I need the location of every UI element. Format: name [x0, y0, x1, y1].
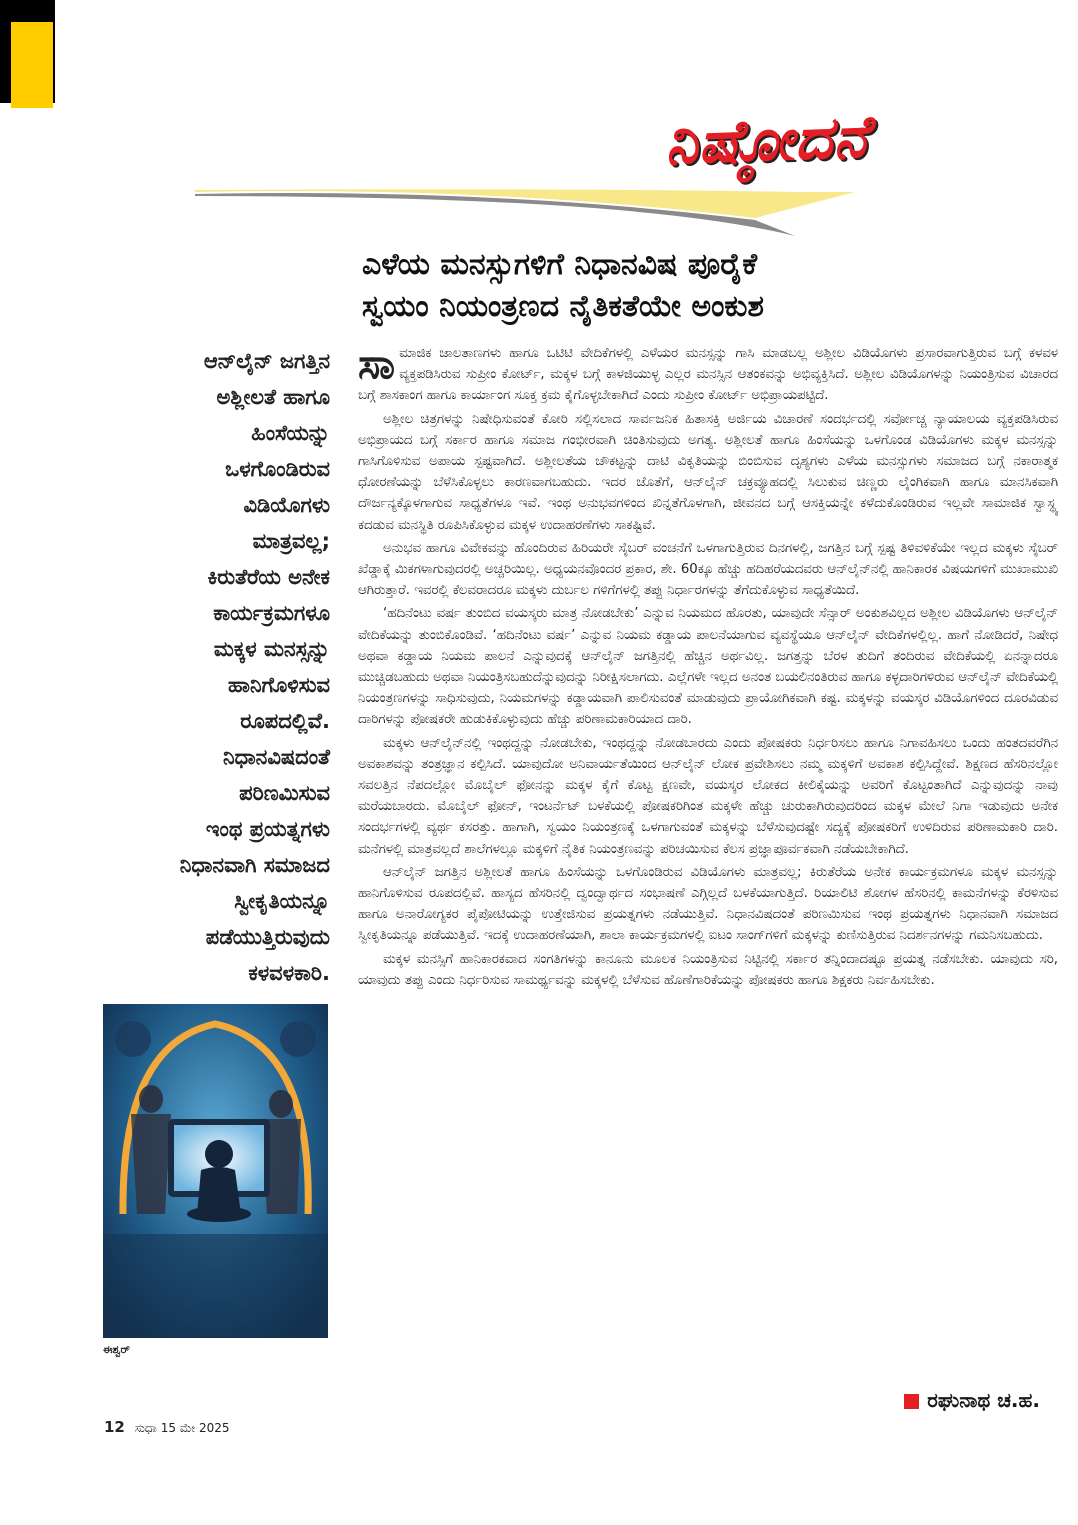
page-footer: [104, 1418, 230, 1436]
illustration-image: [103, 1004, 328, 1338]
pullquote-line: ವಿಡಿಯೊಗಳು: [243, 493, 330, 517]
drop-cap: ಸಾ: [358, 339, 396, 388]
pullquote: [140, 343, 330, 991]
pullquote-line: ಪಡೆಯುತ್ತಿರುವುದು: [205, 925, 330, 949]
article-paragraph: ಮಕ್ಕಳ ಮನಸ್ಸಿಗೆ ಹಾನಿಕಾರಕವಾದ ಸಂಗತಿಗಳನ್ನು ಕಾನೂನು ಮೂಲಕ ನಿಯಂತ್ರಿಸುವ ನಿಟ್ಟಿನಲ್ಲಿ ಸರ್ಕಾರ ತನ್ನಿಂದಾದಷ್ಟೂ ಪ್ರಯತ್ನ ನಡೆಸಬೇಕು. ಯಾವುದು ಸರಿ, ಯಾವುದು ತಪ್ಪು ಎಂದು ನಿರ್ಧರಿಸುವ ಸಾಮರ್ಥ್ಯವನ್ನು ಮಕ್ಕಳಲ್ಲಿ ಬೆಳೆಸುವ ಹೊಣೆಗಾರಿಕೆಯನ್ನು ಪೋಷಕರು ಹಾಗೂ ಶಿಕ್ಷಕರು ನಿರ್ವಹಿಸಬೇಕು.: [358, 951, 1059, 988]
illustration-credit: ಈಶ್ವರ್: [103, 1343, 130, 1356]
article-paragraph: ‘ಹದಿನೆಂಟು ವರ್ಷ ತುಂಬಿದ ವಯಸ್ಕರು ಮಾತ್ರ ನೋಡಬೇಕು’ ಎನ್ನುವ ನಿಯಮದ ಹೊರತು, ಯಾವುದೇ ಸೆನ್ಸಾರ್ ಅಂಕುಶವಿಲ್ಲದ ಅಶ್ಲೀಲ ವಿಡಿಯೊಗಳು ಆನ್‌ಲೈನ್ ವೇದಿಕೆಯನ್ನು ತುಂಬಿಕೊಂಡಿವೆ. ‘ಹದಿನೆಂಟು ವರ್ಷ’ ಎನ್ನುವ ನಿಯಮ ಕಡ್ಡಾಯ ಪಾಲನೆಯಾಗುವ ವ್ಯವಸ್ಥೆಯೂ ಆನ್‌ಲೈನ್ ವೇದಿಕೆಗಳಲ್ಲಿಲ್ಲ. ಹಾಗೆ ನೋಡಿದರೆ, ನಿಷೇಧ ಅಥವಾ ಕಡ್ಡಾಯ ನಿಯಮ ಪಾಲನೆ ಎನ್ನುವುದಕ್ಕೆ ಆನ್‌ಲೈನ್ ಜಗತ್ತಿನಲ್ಲಿ ಹೆಚ್ಚಿನ ಅರ್ಥವಿಲ್ಲ. ಜಗತ್ತನ್ನು ಬೆರಳ ತುದಿಗೆ ತಂದಿರುವ ವೇದಿಕೆಯಲ್ಲಿ ಏನನ್ನಾದರೂ ಮುಚ್ಚಿಡಬಹುದು ಅಥವಾ ನಿಯಂತ್ರಿಸಬಹುದೆನ್ನುವುದನ್ನು ನಿರೀಕ್ಷಿಸಲಾಗದು. ಎಲ್ಲೆಗಳೇ ಇಲ್ಲದ ಅನಂತ ಬಯಲಿನಂತಿರುವ ಹಾಗೂ ಕಳ್ಳದಾರಿಗಳಿರುವ ಆನ್‌ಲೈನ್ ವೇದಿಕೆಯಲ್ಲಿ ನಿಯಂತ್ರಣಗಳನ್ನು ಸಾಧಿಸುವುದು, ನಿಯಮಗಳನ್ನು ಕಡ್ಡಾಯವಾಗಿ ಪಾಲಿಸುವಂತೆ ಮಾಡುವುದು ಪ್ರಾಯೋಗಿಕವಾಗಿ ಕಷ್ಟ. ಮಕ್ಕಳನ್ನು ವಯಸ್ಕರ ವಿಡಿಯೊಗಳಿಂದ ದೂರವಿಡುವ ದಾರಿಗಳನ್ನು ಪೋಷಕರೇ ಹುಡುಕಿಕೊಳ್ಳುವುದು ಹೆಚ್ಚು ಪರಿಣಾಮಕಾರಿಯಾದ ದಾರಿ.: [358, 606, 1058, 728]
section-title: ನಿಷ್ಠೋದನೆ: [663, 102, 870, 178]
pullquote-line: ಪರಿಣಮಿಸುವ: [239, 781, 330, 805]
article-body: [358, 339, 1059, 993]
pullquote-line: ರೂಪದಲ್ಲಿವೆ.: [240, 709, 330, 733]
pullquote-line: ಅಶ್ಲೀಲತೆ ಹಾಗೂ: [216, 385, 330, 409]
pullquote-line: ಕಳವಳಕಾರಿ.: [248, 961, 330, 985]
byline-marker-icon: [904, 1394, 919, 1409]
article-paragraph: ಅಶ್ಲೀಲ ಚಿತ್ರಗಳನ್ನು ನಿಷೇಧಿಸುವಂತೆ ಕೋರಿ ಸಲ್ಲಿಸಲಾದ ಸಾರ್ವಜನಿಕ ಹಿತಾಸಕ್ತಿ ಅರ್ಜಿಯ ವಿಚಾರಣೆ ಸಂದರ್ಭದಲ್ಲಿ ಸರ್ವೋಚ್ಚ ನ್ಯಾಯಾಲಯ ವ್ಯಕ್ತಪಡಿಸಿರುವ ಅಭಿಪ್ರಾಯದ ಬಗ್ಗೆ ಸರ್ಕಾರ ಹಾಗೂ ಸಮಾಜ ಗಂಭೀರವಾಗಿ ಚಿಂತಿಸುವುದು ಅಗತ್ಯ. ಅಶ್ಲೀಲತೆ ಹಾಗೂ ಹಿಂಸೆಯನ್ನು ಒಳಗೊಂಡ ವಿಡಿಯೊಗಳು ಮಕ್ಕಳ ಮನಸ್ಸನ್ನು ಗಾಸಿಗೊಳಿಸುವ ಅಪಾಯ ಸ್ಪಷ್ಟವಾಗಿದೆ. ಅಶ್ಲೀಲತೆಯ ಚೌಕಟ್ಟನ್ನು ದಾಟಿ ವಿಕೃತಿಯನ್ನು ಬಿಂಬಿಸುವ ದೃಶ್ಯಗಳು ಎಳೆಯ ಮನಸ್ಸುಗಳು ಸಮಾಜದ ಬಗ್ಗೆ ನಕಾರಾತ್ಮಕ ಧೋರಣೆಯನ್ನು ಬೆಳೆಸಿಕೊಳ್ಳಲು ಕಾರಣವಾಗಬಹುದು. ಇದರ ಜೊತೆಗೆ, ಆನ್‌ಲೈನ್ ಚಕ್ರವ್ಯೂಹದಲ್ಲಿ ಸಿಲುಕುವ ಚಿಣ್ಣರು ಲೈಂಗಿಕವಾಗಿ ಹಾಗೂ ಮಾನಸಿಕವಾಗಿ ದೌರ್ಜನ್ಯಕ್ಕೊಳಗಾಗುವ ಸಾಧ್ಯತೆಗಳೂ ಇವೆ. ಇಂಥ ಅನುಭವಗಳಿಂದ ಖಿನ್ನತೆಗೊಳಗಾಗಿ, ಜೀವನದ ಬಗ್ಗೆ ಆಸಕ್ತಿಯನ್ನೇ ಕಳೆದುಕೊಂಡಿರುವ ಇಲ್ಲವೇ ಸಾಮಾಜಿಕ ಸ್ವಾಸ್ಥ್ಯ ಕದಡುವ ಮನಸ್ಥಿತಿ ರೂಪಿಸಿಕೊಳ್ಳುವ ಮಕ್ಕಳ ಉದಾಹರಣೆಗಳು ಸಾಕಷ್ಟಿವೆ.: [358, 411, 1058, 533]
section-masthead: [195, 100, 995, 240]
article-paragraph: ಸಾಮಾಜಿಕ ಜಾಲತಾಣಗಳು ಹಾಗೂ ಒಟಿಟಿ ವೇದಿಕೆಗಳಲ್ಲಿ ಎಳೆಯರ ಮನಸ್ಸನ್ನು ಗಾಸಿ ಮಾಡಬಲ್ಲ ಅಶ್ಲೀಲ ವಿಡಿಯೊಗಳು ಪ್ರಸಾರವಾಗುತ್ತಿರುವ ಬಗ್ಗೆ ಕಳವಳ ವ್ಯಕ್ತಪಡಿಸಿರುವ ಸುಪ್ರೀಂ ಕೋರ್ಟ್, ಮಕ್ಕಳ ಬಗ್ಗೆ ಕಾಳಜಿಯುಳ್ಳ ಎಲ್ಲರ ಮನಸ್ಸಿನ ಆತಂಕವನ್ನು ಅಭಿವ್ಯಕ್ತಿಸಿದೆ. ಅಶ್ಲೀಲ ವಿಡಿಯೊಗಳನ್ನು ನಿಯಂತ್ರಿಸುವ ವಿಚಾರದ ಬಗ್ಗೆ ಶಾಸಕಾಂಗ ಹಾಗೂ ಕಾರ್ಯಾಂಗ ಸೂಕ್ತ ಕ್ರಮ ಕೈಗೊಳ್ಳಬೇಕಾಗಿದೆ ಎಂದು ಸುಪ್ರೀಂ ಕೋರ್ಟ್ ಅಭಿಪ್ರಾಯಪಟ್ಟಿದೆ.: [358, 339, 1058, 404]
pullquote-line: ಒಳಗೊಂಡಿರುವ: [225, 457, 330, 481]
headline: [362, 244, 962, 328]
publication-name: ಸುಧಾ: [134, 1421, 157, 1435]
pullquote-line: ಸ್ವೀಕೃತಿಯನ್ನೂ: [234, 889, 330, 913]
pullquote-line: ಕಾರ್ಯಕ್ರಮಗಳೂ: [213, 601, 330, 625]
pullquote-line: ಹಿಂಸೆಯನ್ನು: [251, 421, 330, 445]
pullquote-line: ಹಾನಿಗೊಳಿಸುವ: [228, 673, 330, 697]
article-paragraph: ಆನ್‌ಲೈನ್ ಜಗತ್ತಿನ ಅಶ್ಲೀಲತೆ ಹಾಗೂ ಹಿಂಸೆಯನ್ನು ಒಳಗೊಂಡಿರುವ ವಿಡಿಯೊಗಳು ಮಾತ್ರವಲ್ಲ; ಕಿರುತೆರೆಯ ಅನೇಕ ಕಾರ್ಯಕ್ರಮಗಳೂ ಮಕ್ಕಳ ಮನಸ್ಸನ್ನು ಹಾನಿಗೊಳಿಸುವ ರೂಪದಲ್ಲಿವೆ. ಹಾಸ್ಯದ ಹೆಸರಿನಲ್ಲಿ ದ್ವಂದ್ವಾರ್ಥದ ಸಂಭಾಷಣೆ ಎಗ್ಗಿಲ್ಲದೆ ಬಳಕೆಯಾಗುತ್ತಿದೆ. ರಿಯಾಲಿಟಿ ಶೋಗಳ ಹೆಸರಿನಲ್ಲಿ ಕಾಮನೆಗಳನ್ನು ಕೆರಳಿಸುವ ಹಾಗೂ ಅನಾರೋಗ್ಯಕರ ಪೈಪೋಟಿಯನ್ನು ಉತ್ತೇಜಿಸುವ ಪ್ರಯತ್ನಗಳು ನಡೆಯುತ್ತಿವೆ. ನಿಧಾನವಿಷದಂತೆ ಪರಿಣಮಿಸುವ ಇಂಥ ಪ್ರಯತ್ನಗಳು ನಿಧಾನವಾಗಿ ಸಮಾಜದ ಸ್ವೀಕೃತಿಯನ್ನೂ ಪಡೆಯುತ್ತಿವೆ. ಇದಕ್ಕೆ ಉದಾಹರಣೆಯಾಗಿ, ಶಾಲಾ ಕಾರ್ಯಕ್ರಮಗಳಲ್ಲಿ ಐಟಂ ಸಾಂಗ್‌ಗಳಿಗೆ ಮಕ್ಕಳನ್ನು ಕುಣಿಸುತ್ತಿರುವ ನಿದರ್ಶನಗಳನ್ನು ಗಮನಿಸಬಹುದು.: [358, 864, 1058, 944]
issue-date: 15 ಮೇ 2025: [160, 1421, 230, 1435]
pullquote-line: ಕಿರುತೆರೆಯ ಅನೇಕ: [207, 565, 330, 589]
pullquote-line: ಮಕ್ಕಳ ಮನಸ್ಸನ್ನು: [213, 637, 330, 661]
pullquote-line: ನಿಧಾನವಾಗಿ ಸಮಾಜದ: [179, 853, 330, 877]
pullquote-line: ಮಾತ್ರವಲ್ಲ;: [252, 529, 330, 553]
pullquote-line: ಆನ್‌ಲೈನ್ ಜಗತ್ತಿನ: [203, 349, 330, 373]
masthead-swoosh: [195, 100, 995, 240]
pullquote-line: ಇಂಥ ಪ್ರಯತ್ನಗಳು: [205, 817, 330, 841]
author-name: ರಘುನಾಥ ಚ.ಹ.: [927, 1388, 1040, 1412]
pullquote-line: ನಿಧಾನವಿಷದಂತೆ: [223, 745, 330, 769]
headline-line-1: ಎಳೆಯ ಮನಸ್ಸುಗಳಿಗೆ ನಿಧಾನವಿಷ ಪೂರೈಕೆ: [362, 247, 758, 282]
headline-line-2: ಸ್ವಯಂ ನಿಯಂತ್ರಣದ ನೈತಿಕತೆಯೇ ಅಂಕುಶ: [362, 289, 764, 324]
byline: [700, 1388, 1040, 1412]
article-paragraph: ಮಕ್ಕಳು ಆನ್‌ಲೈನ್‌ನಲ್ಲಿ ಇಂಥದ್ದನ್ನು ನೋಡಬೇಕು, ಇಂಥದ್ದನ್ನು ನೋಡಬಾರದು ಎಂದು ಪೋಷಕರು ನಿರ್ಧರಿಸಲು ಹಾಗೂ ನಿಗಾವಹಿಸಲು ಒಂದು ಹಂತದವರೆಗಿನ ಅವಕಾಶವನ್ನು ತಂತ್ರಜ್ಞಾನ ಕಲ್ಪಿಸಿದೆ. ಯಾವುದೋ ಅನಿವಾರ್ಯತೆಯಿಂದ ಆನ್‌ಲೈನ್ ಲೋಕ ಪ್ರವೇಶಿಸಲು ನಮ್ಮ ಮಕ್ಕಳಿಗೆ ಅವಕಾಶ ಕಲ್ಪಿಸಿದ್ದೇವೆ. ಶಿಕ್ಷಣದ ಹೆಸರಿನಲ್ಲೋ ಸವಲತ್ತಿನ ನೆಪದಲ್ಲೋ ಮೊಬೈಲ್ ಫೋನನ್ನು ಮಕ್ಕಳ ಕೈಗೆ ಕೊಟ್ಟ ಕ್ಷಣವೇ, ವಯಸ್ಕರ ಲೋಕದ ಕೀಲಿಕೈಯನ್ನು ಅವರಿಗೆ ಕೊಟ್ಟಂತಾಗಿದೆ ಎನ್ನುವುದನ್ನು ನಾವು ಮರೆಯಬಾರದು. ಮೊಬೈಲ್ ಫೋನ್, ಇಂಟರ್ನೆಟ್ ಬಳಕೆಯಲ್ಲಿ ಪೋಷಕರಿಗಿಂತ ಮಕ್ಕಳೇ ಹೆಚ್ಚು ಚುರುಕಾಗಿರುವುದರಿಂದ ಮಕ್ಕಳ ಮೇಲೆ ನಿಗಾ ಇಡುವುದು ಅನೇಕ ಸಂದರ್ಭಗಳಲ್ಲಿ ವ್ಯರ್ಥ ಕಸರತ್ತು. ಹಾಗಾಗಿ, ಸ್ವಯಂ ನಿಯಂತ್ರಣಕ್ಕೆ ಒಳಗಾಗುವಂತೆ ಮಕ್ಕಳನ್ನು ಬೆಳೆಸುವುದಷ್ಟೇ ಸದ್ಯಕ್ಕೆ ಪೋಷಕರಿಗೆ ಉಳಿದಿರುವ ಪರಿಣಾಮಕಾರಿ ದಾರಿ. ಮನೆಗಳಲ್ಲಿ ಮಾತ್ರವಲ್ಲದೆ ಶಾಲೆಗಳಲ್ಲೂ ಮಕ್ಕಳಿಗೆ ನೈತಿಕ ನಿಯಂತ್ರಣವನ್ನು ಪರಿಚಯಿಸುವ ಕೆಲಸ ಪ್ರಜ್ಞಾಪೂರ್ವಕವಾಗಿ ನಡೆಯಬೇಕಾಗಿದೆ.: [358, 735, 1059, 857]
article-paragraph: ಅನುಭವ ಹಾಗೂ ವಿವೇಕವನ್ನು ಹೊಂದಿರುವ ಹಿರಿಯರೇ ಸೈಬರ್ ವಂಚನೆಗೆ ಒಳಗಾಗುತ್ತಿರುವ ದಿನಗಳಲ್ಲಿ, ಜಗತ್ತಿನ ಬಗ್ಗೆ ಸ್ಪಷ್ಟ ತಿಳಿವಳಿಕೆಯೇ ಇಲ್ಲದ ಮಕ್ಕಳು ಸೈಬರ್ ಖೆಡ್ಡಾಕ್ಕೆ ಮಿಕಗಳಾಗುವುದರಲ್ಲಿ ಅಚ್ಚರಿಯಿಲ್ಲ. ಅಧ್ಯಯನವೊಂದರ ಪ್ರಕಾರ, ಶೇ. 60ಕ್ಕೂ ಹೆಚ್ಚು ಹದಿಹರೆಯದವರು ಆನ್‌ಲೈನ್‌ನಲ್ಲಿ ಹಾನಿಕಾರಕ ವಿಷಯಗಳಿಗೆ ಮುಖಾಮುಖಿ ಆಗಿರುತ್ತಾರೆ. ಇವರಲ್ಲಿ ಕೆಲವರಾದರೂ ಮಕ್ಕಳು ದುರ್ಬಲ ಗಳಿಗೆಗಳಲ್ಲಿ ತಪ್ಪು ನಿರ್ಧಾರಗಳನ್ನು ತೆಗೆದುಕೊಳ್ಳುವ ಸಾಧ್ಯತೆಯಿದೆ.: [358, 540, 1058, 599]
page-number: 12: [104, 1418, 125, 1436]
corner-block-yellow: [11, 22, 53, 108]
